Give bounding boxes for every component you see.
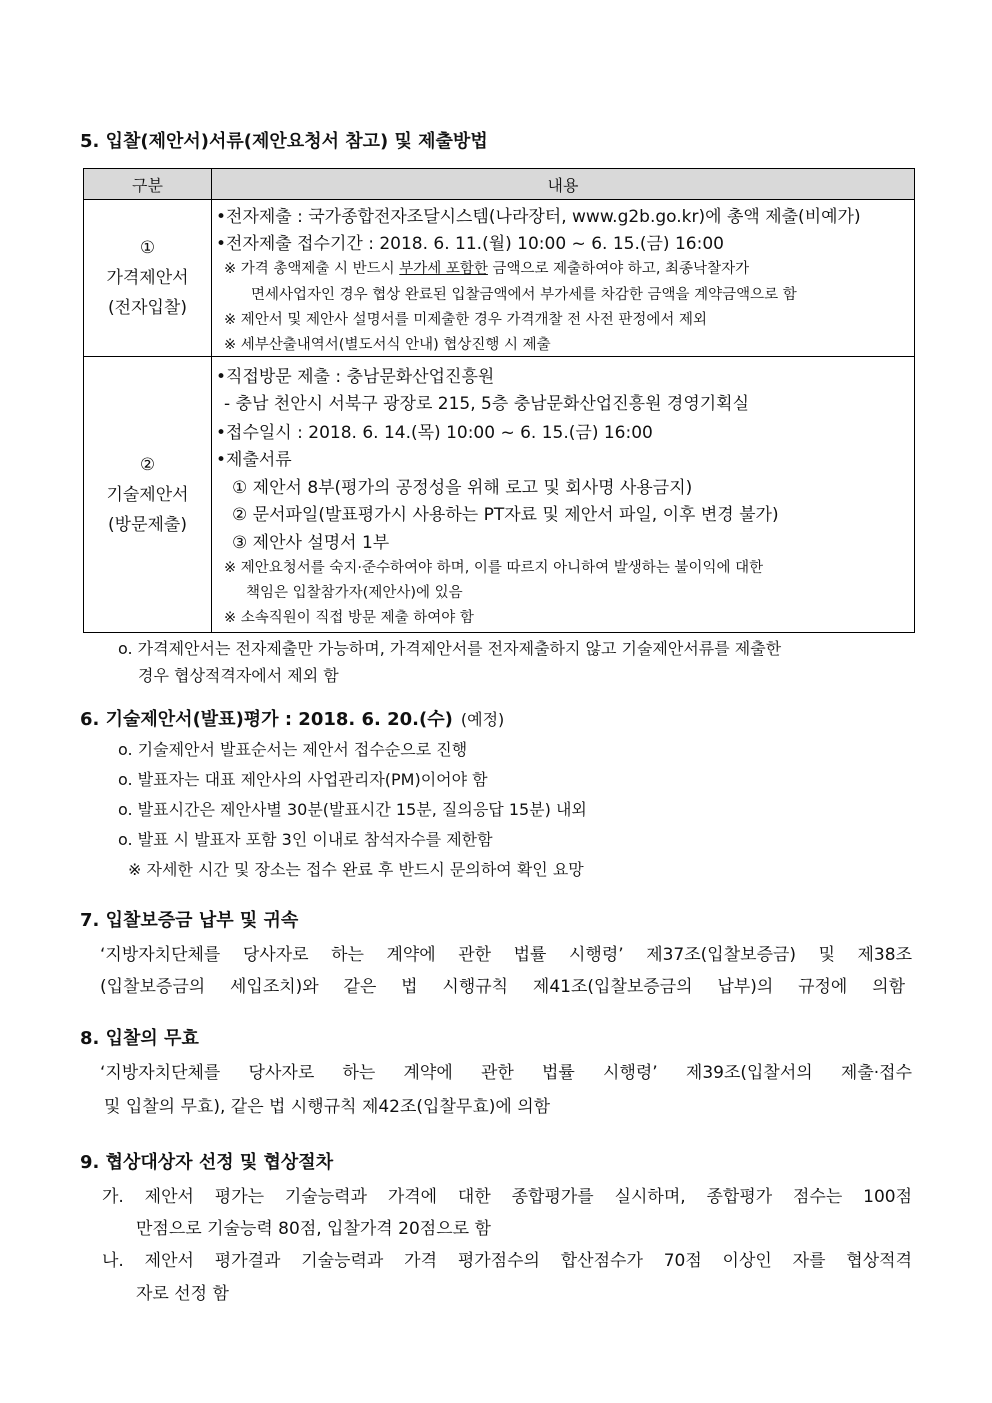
content-note: ※ 제안요청서를 숙지·준수하여야 하며, 이를 따르지 아니하여 발생하는 불이익에 대한	[224, 560, 764, 576]
heading-note: (예정)	[460, 710, 505, 729]
list-item: o. 기술제안서 발표순서는 제안서 접수순으로 진행	[118, 740, 468, 759]
section-8-heading: 8. 입찰의 무효	[80, 1028, 199, 1049]
row-number: ②	[139, 454, 156, 475]
table-header-content: 내용	[212, 169, 915, 200]
content-line: •전자제출 : 국가종합전자조달시스템(나라장터, www.g2b.go.kr)에 총액 제출(비예가)	[216, 207, 861, 227]
row-name: 기술제안서	[106, 484, 189, 505]
section-7-text: (입찰보증금의 세입조치)와 같은 법 시행규칙 제41조(입찰보증금의 납부)의 규정에 의함	[100, 977, 905, 997]
section-9-item: 나. 제안서 평가결과 기술능력과 가격 평가점수의 합산점수가 70점 이상인 자를 협상적격	[102, 1251, 912, 1271]
row-category-tech	[84, 357, 212, 633]
note-text: ※ 가격 총액제출 시 반드시	[224, 261, 400, 277]
content-note: ※ 세부산출내역서(별도서식 안내) 협상진행 시 제출	[224, 337, 551, 353]
heading-text: 6. 기술제안서(발표)평가 : 2018. 6. 20.(수)	[80, 709, 453, 730]
section-9-item: 만점으로 기술능력 80점, 입찰가격 20점으로 함	[136, 1219, 491, 1239]
row-name: 가격제안서	[106, 268, 189, 288]
row-category-price	[84, 200, 212, 357]
content-line: - 충남 천안시 서북구 광장로 215, 5층 충남문화산업진흥원 경영기획실	[224, 394, 750, 414]
list-item: o. 발표시간은 제안사별 30분(발표시간 15분, 질의응답 15분) 내외	[118, 800, 587, 819]
submission-table	[83, 168, 915, 633]
underlined-text: 부가세 포함한	[399, 261, 488, 277]
section-8-text: ‘지방자치단체를 당사자로 하는 계약에 관한 법률 시행령’ 제39조(입찰서의 제출·접수	[100, 1063, 912, 1083]
row-content-price	[212, 200, 915, 357]
list-item: o. 발표자는 대표 제안사의 사업관리자(PM)이어야 함	[118, 770, 488, 789]
table-header-category: 구분	[84, 169, 212, 200]
row-subname: (방문제출)	[108, 514, 187, 535]
section-6-heading	[80, 705, 504, 731]
section-8-text: 및 입찰의 무효), 같은 법 시행규칙 제42조(입찰무효)에 의함	[104, 1097, 551, 1117]
content-note	[224, 257, 749, 278]
content-line: ① 제안서 8부(평가의 공정성을 위해 로고 및 회사명 사용금지)	[232, 478, 693, 498]
table-row	[84, 357, 915, 633]
table-row	[84, 200, 915, 357]
section-7-text: ‘지방자치단체를 당사자로 하는 계약에 관한 법률 시행령’ 제37조(입찰보증금) 및 제38조	[100, 945, 912, 965]
section-9-item: 자로 선정 함	[136, 1284, 229, 1304]
section-9-item: 가. 제안서 평가는 기술능력과 가격에 대한 종합평가를 실시하며, 종합평가 점수는 100점	[102, 1187, 912, 1207]
content-line: ③ 제안사 설명서 1부	[232, 533, 390, 553]
content-line: •직접방문 제출 : 충남문화산업진흥원	[216, 367, 495, 387]
section-5-note: 경우 협상적격자에서 제외 함	[138, 666, 339, 685]
section-6-note: ※ 자세한 시간 및 장소는 접수 완료 후 반드시 문의하여 확인 요망	[128, 860, 584, 879]
content-line: ② 문서파일(발표평가시 사용하는 PT자료 및 제안서 파일, 이후 변경 불가)	[232, 505, 779, 525]
content-line: •제출서류	[216, 450, 292, 470]
section-5-note: o. 가격제안서는 전자제출만 가능하며, 가격제안서를 전자제출하지 않고 기술제안서류를 제출한	[118, 639, 782, 658]
content-note: 책임은 입찰참가자(제안사)에 있음	[246, 585, 463, 601]
content-note: ※ 소속직원이 직접 방문 제출 하여야 함	[224, 610, 474, 626]
section-5-heading: 5. 입찰(제안서)서류(제안요청서 참고) 및 제출방법	[80, 131, 488, 152]
section-7-heading: 7. 입찰보증금 납부 및 귀속	[80, 910, 299, 931]
list-item: o. 발표 시 발표자 포함 3인 이내로 참석자수를 제한함	[118, 830, 493, 849]
row-content-tech	[212, 357, 915, 633]
content-note: 면세사업자인 경우 협상 완료된 입찰금액에서 부가세를 차감한 금액을 계약금액으로 함	[251, 287, 797, 303]
note-text: 금액으로 제출하여야 하고, 최종낙찰자가	[487, 261, 750, 277]
row-number: ①	[139, 238, 156, 258]
content-line: •접수일시 : 2018. 6. 14.(목) 10:00 ~ 6. 15.(금) 16:00	[216, 423, 653, 443]
content-line: •전자제출 접수기간 : 2018. 6. 11.(월) 10:00 ~ 6. 15.(금) 16:00	[216, 234, 724, 254]
section-9-heading: 9. 협상대상자 선정 및 협상절차	[80, 1152, 334, 1173]
content-note: ※ 제안서 및 제안사 설명서를 미제출한 경우 가격개찰 전 사전 판정에서 제외	[224, 312, 708, 328]
row-subname: (전자입찰)	[108, 298, 187, 318]
